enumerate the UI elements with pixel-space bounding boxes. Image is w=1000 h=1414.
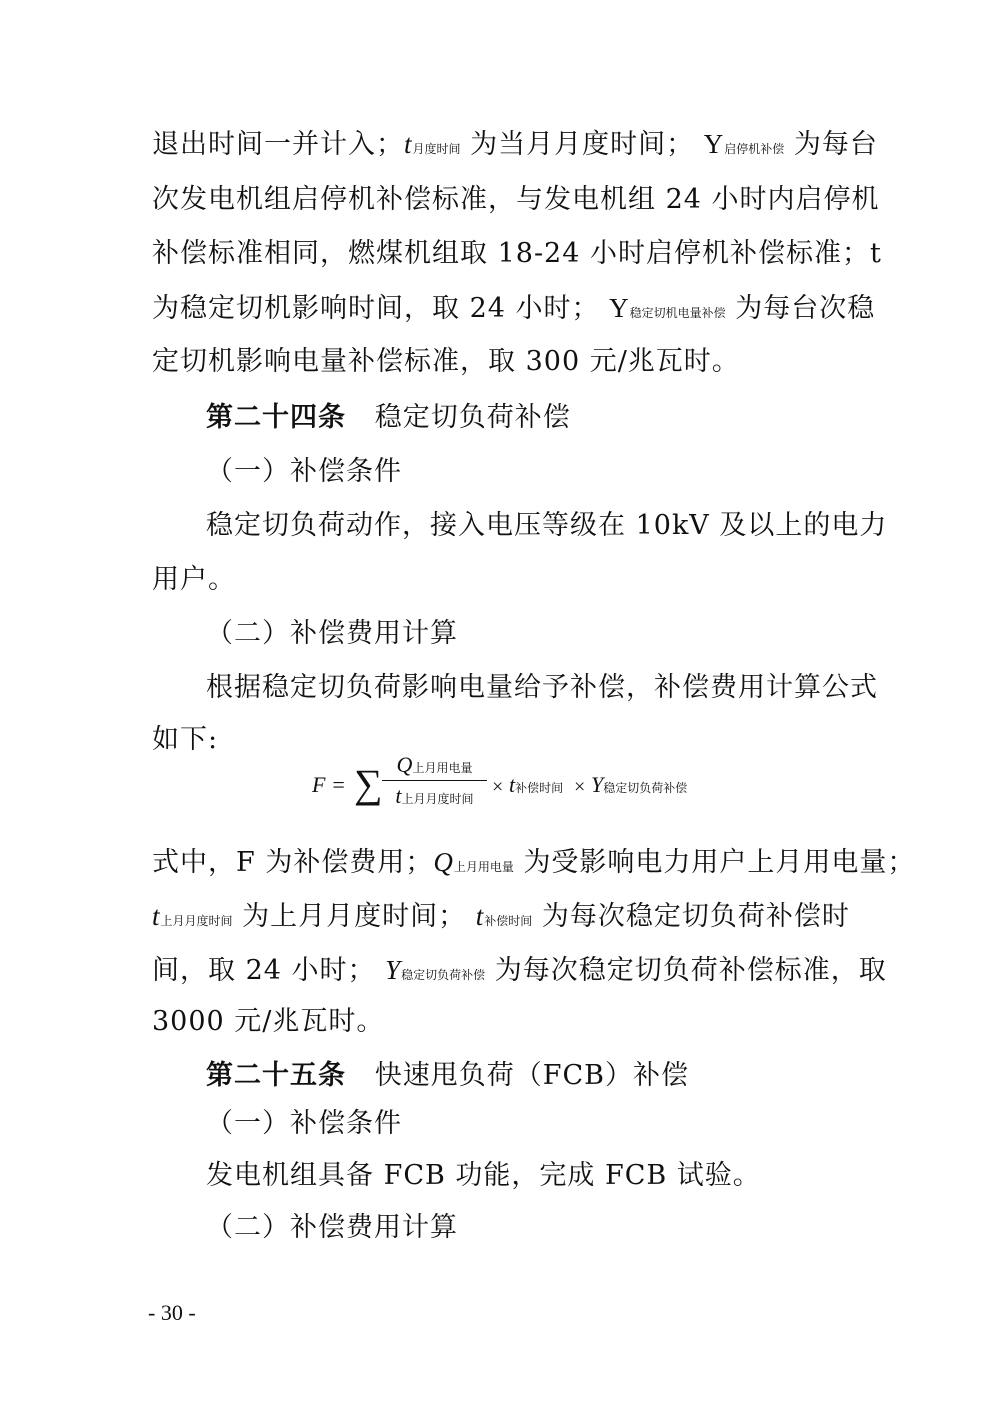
where-line-3: 间，取 24 小时； Y稳定切负荷补偿 为每次稳定切负荷补偿标准，取 <box>152 955 887 986</box>
where-line-1: 式中，F 为补偿费用；Q上月用电量 为受影响电力用户上月用电量； <box>152 847 916 878</box>
article-24-heading <box>206 398 856 438</box>
article-24-para-2b: 如下: <box>152 724 219 755</box>
text-line-5: 定切机影响电量补偿标准，取 300 元/兆瓦时。 <box>152 346 740 377</box>
article-25-heading <box>206 1056 856 1096</box>
formula-times-1: × <box>492 776 504 798</box>
article-24-para-1a: 稳定切负荷动作，接入电压等级在 10kV 及以上的电力 <box>206 510 888 541</box>
formula-denominator: t上月月度时间 <box>395 783 474 808</box>
formula-fraction <box>382 752 487 809</box>
article-24-title: 稳定切负荷补偿 <box>374 402 571 433</box>
formula-times-2: × <box>574 776 586 798</box>
article-24-section-1: （一）补偿条件 <box>206 456 402 487</box>
text-line-1: 退出时间一并计入；t月度时间 为当月月度时间； Y启停机补偿 为每台 <box>152 129 878 160</box>
article-24-section-2: （二）补偿费用计算 <box>206 618 458 649</box>
article-24-para-1b: 用户。 <box>152 564 236 595</box>
article-24-number: 第二十四条 <box>206 402 346 433</box>
article-25-para-1: 发电机组具备 FCB 功能，完成 FCB 试验。 <box>206 1160 761 1191</box>
page-number: - 30 - <box>148 1300 196 1325</box>
compensation-formula <box>312 752 732 824</box>
article-25-title: 快速甩负荷（FCB）补偿 <box>374 1060 689 1091</box>
formula-lhs: F = <box>312 772 346 797</box>
article-24-para-2a: 根据稳定切负荷影响电量给予补偿，补偿费用计算公式 <box>206 672 878 703</box>
article-25-number: 第二十五条 <box>206 1060 346 1091</box>
where-line-4: 3000 元/兆瓦时。 <box>152 1006 385 1037</box>
text-line-2: 次发电机组启停机补偿标准，与发电机组 24 小时内启停机 <box>152 184 880 215</box>
text-line-3: 补偿标准相同，燃煤机组取 18-24 小时启停机补偿标准；t <box>152 238 882 269</box>
article-25-section-2: （二）补偿费用计算 <box>206 1212 458 1243</box>
article-25-section-1: （一）补偿条件 <box>206 1108 402 1139</box>
formula-standard-term: Y稳定切负荷补偿 <box>591 772 688 797</box>
text-line-4: 为稳定切机影响时间，取 24 小时； Y稳定切机电量补偿 为每台次稳 <box>152 293 876 324</box>
formula-numerator: Q上月用电量 <box>396 752 473 777</box>
formula-fraction-bar <box>382 780 487 781</box>
where-line-2: t上月月度时间 为上月月度时间； t补偿时间 为每次稳定切负荷补偿时 <box>152 901 850 932</box>
formula-sum-symbol: ∑ <box>354 761 383 806</box>
formula-time-term: t补偿时间 <box>509 772 564 797</box>
